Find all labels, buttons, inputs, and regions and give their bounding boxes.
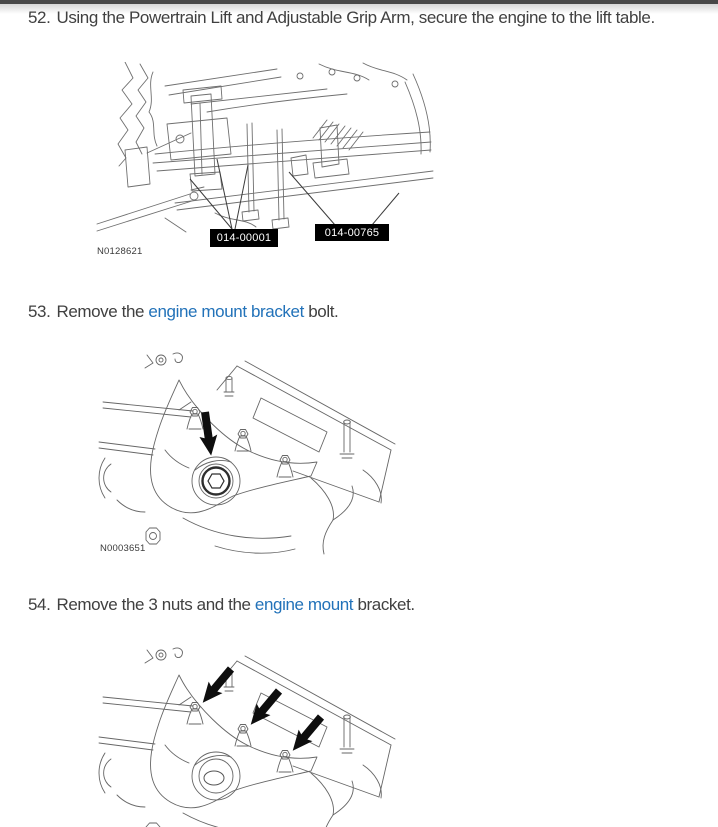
step-54 (28, 594, 415, 615)
engine-mount-bolt-line-art (95, 350, 410, 562)
engine-mount-link[interactable]: engine mount (254, 595, 354, 614)
tool-label-014-00765: 014-00765 (315, 224, 389, 241)
nut-pointer-arrow-3 (286, 711, 328, 756)
step-53 (28, 301, 338, 322)
nut-pointer-arrow-2 (244, 685, 286, 730)
step-52-text: Using the Powertrain Lift and Adjustable Grip Arm, secure the engine to the lift table. (56, 8, 655, 27)
step-52 (28, 7, 655, 28)
step-54-text-tail: bracket. (353, 595, 415, 614)
engine-mount-nuts-line-art (95, 645, 410, 827)
figure-engine-mount-bolt (95, 350, 410, 562)
engine-mount-bracket-link[interactable]: engine mount bracket (148, 302, 304, 321)
step-53-text-tail: bolt. (303, 302, 339, 321)
leader-lines (190, 159, 399, 229)
figure-engine-mount-nuts (95, 645, 410, 827)
figure-ref-code: N0003651 (100, 543, 146, 554)
figure-powertrain-lift (95, 62, 440, 260)
step-53-text: Remove the (56, 302, 149, 321)
step-54-text: Remove the 3 nuts and the (56, 595, 255, 614)
step-52-number: 52. (28, 8, 51, 27)
step-53-number: 53. (28, 302, 51, 321)
step-54-number: 54. (28, 595, 51, 614)
tool-label-014-00001: 014-00001 (210, 229, 278, 247)
figure-ref-code: N0128621 (97, 246, 143, 257)
